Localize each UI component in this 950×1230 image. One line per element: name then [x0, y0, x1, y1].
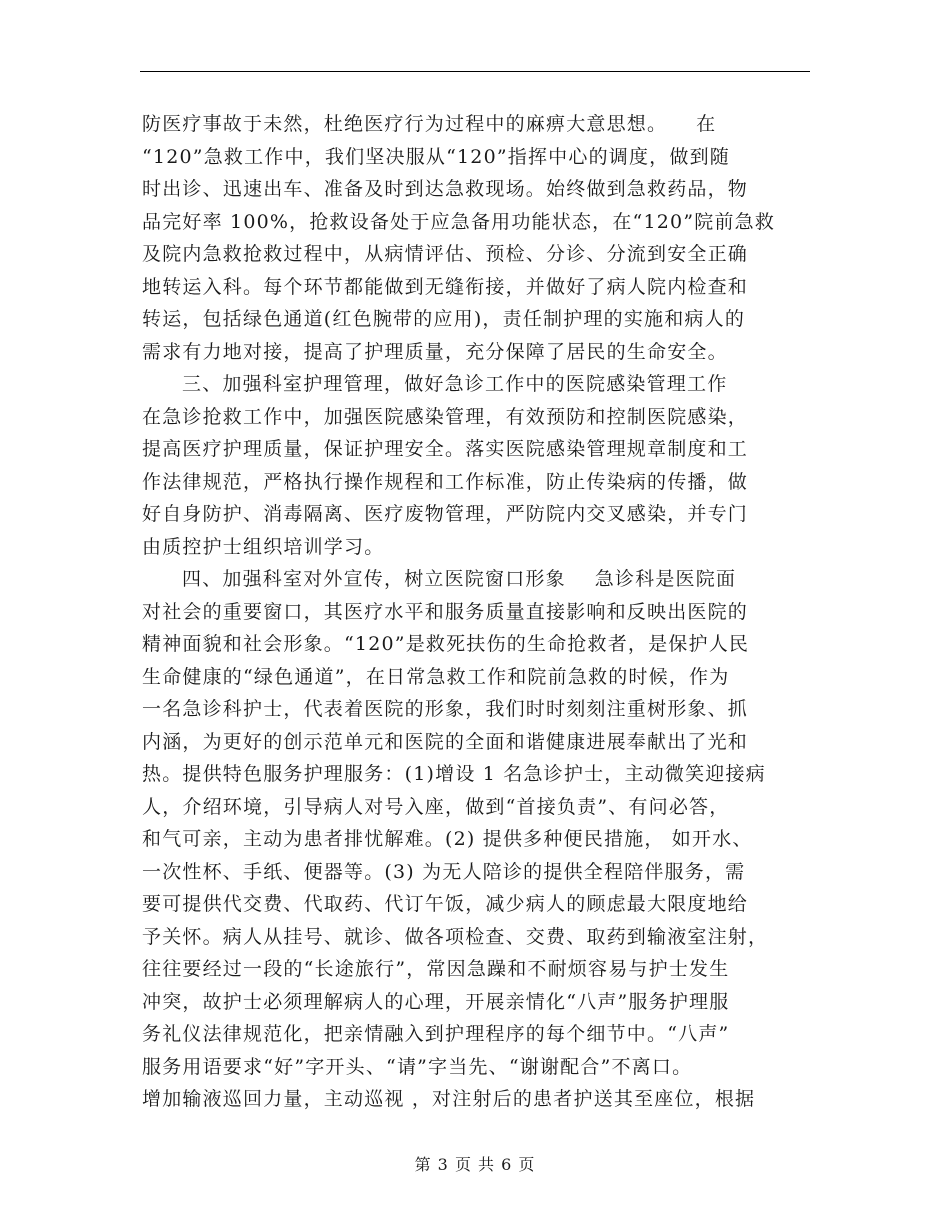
- page-number: 第 3 页 共 6 页: [414, 1155, 536, 1174]
- text-line: 一次性杯、手纸、便器等。(3) 为无人陪诊的提供全程陪伴服务，需: [142, 860, 746, 883]
- section-heading-3: 三、加强科室护理管理，做好急诊工作中的医院感染管理工作: [182, 373, 728, 395]
- text-line: 地转运入科。每个环节都能做到无缝衔接，并做好了病人院内检查和: [142, 275, 749, 298]
- text-line: 和气可亲，主动为患者排忧解难。(2) 提供多种便民措施， 如开水、: [142, 828, 753, 850]
- text-line: 需求有力地对接，提高了护理质量，充分保障了居民的生命安全。: [142, 340, 728, 363]
- text-line: 人，介绍环境，引导病人对号入座，做到“首接负责”、有问必答，: [142, 795, 730, 818]
- text-line: 好自身防护、消毒隔离、医疗废物管理，严防院内交叉感染，并专门: [142, 503, 749, 525]
- section-heading-4: 四、加强科室对外宣传，树立医院窗口形象 急诊科是医院面: [182, 568, 737, 590]
- text-line: 务礼仪法律规范化，把亲情融入到护理程序的每个细节中。“八声”: [142, 1023, 730, 1045]
- text-line: 往往要经过一段的“长途旅行”，常因急躁和不耐烦容易与护士发生: [142, 958, 730, 980]
- text-line: 服务用语要求“好”字开头、“请”字当先、“谢谢配合”不离口。: [142, 1055, 693, 1078]
- document-body: [142, 108, 810, 1116]
- text-line: 转运，包括绿色通道(红色腕带的应用)，责任制护理的实施和病人的: [142, 308, 746, 330]
- text-line: 防医疗事故于未然，杜绝医疗行为过程中的麻痹大意思想。 在: [142, 113, 717, 135]
- text-line: 生命健康的“绿色通道”，在日常急救工作和院前急救的时候，作为: [142, 665, 730, 688]
- text-line: 一名急诊科护士，代表着医院的形象，我们时时刻刻注重树形象、抓: [142, 698, 749, 720]
- text-line: 热。提供特色服务护理服务：(1)增设 1 名急诊护士，主动微笑迎接病: [142, 763, 766, 785]
- text-line: 增加输液巡回力量，主动巡视 ，对注射后的患者护送其至座位，根据: [142, 1088, 756, 1110]
- text-line: 在急诊抢救工作中，加强医院感染管理，有效预防和控制医院感染，: [142, 405, 749, 428]
- text-line: 对社会的重要窗口，其医疗水平和服务质量直接影响和反映出医院的: [142, 600, 749, 623]
- text-line: 品完好率 100%，抢救设备处于应急备用功能状态，在“120”院前急救: [142, 210, 776, 233]
- header-rule: [140, 71, 810, 72]
- text-line: 提高医疗护理质量，保证护理安全。落实医院感染管理规章制度和工: [142, 438, 749, 460]
- text-line: 精神面貌和社会形象。“120”是救死扶伤的生命抢救者，是保护人民: [142, 633, 750, 655]
- text-line: 内涵，为更好的创示范单元和医院的全面和谐健康进展奉献出了光和: [142, 730, 749, 753]
- text-line: 作法律规范，严格执行操作规程和工作标准，防止传染病的传播，做: [142, 470, 749, 493]
- text-line: 冲突，故护士必须理解病人的心理，开展亲情化“八声”服务护理服: [142, 990, 730, 1013]
- text-line: 要可提供代交费、代取药、代订午饭，减少病人的顾虑最大限度地给: [142, 893, 749, 915]
- text-line: 予关怀。病人从挂号、就诊、做各项检查、交费、取药到输液室注射，: [142, 925, 769, 948]
- text-line: 由质控护士组织培训学习。: [142, 535, 385, 558]
- text-line: 时出诊、迅速出车、准备及时到达急救现场。始终做到急救药品，物: [142, 178, 749, 200]
- text-line: 及院内急救抢救过程中，从病情评估、预检、分诊、分流到安全正确: [142, 243, 749, 265]
- text-line: “120”急救工作中，我们坚决服从“120”指挥中心的调度，做到随: [142, 145, 730, 168]
